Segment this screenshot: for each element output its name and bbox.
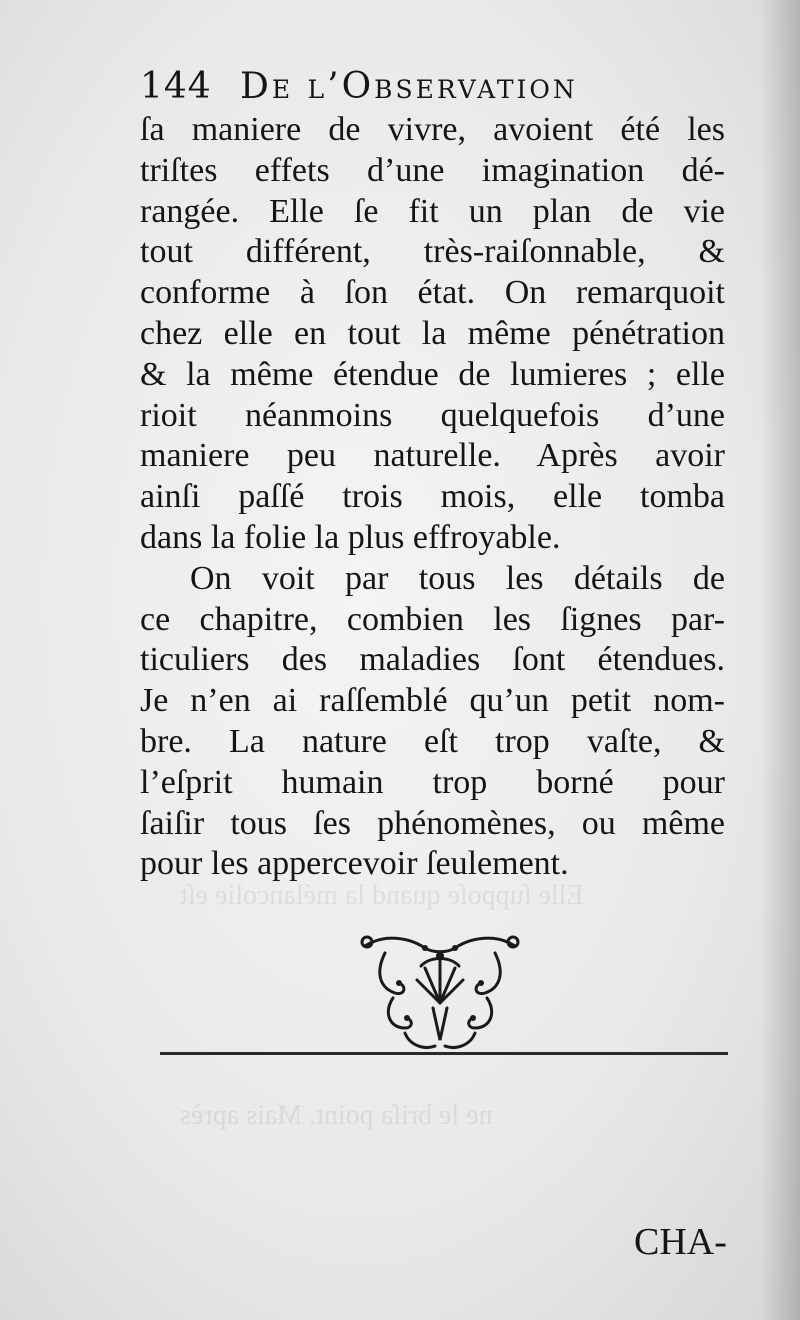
fleuron-ornament-icon [355,928,525,1053]
text-line: bre. La nature eſt trop vaſte, & [140,722,725,760]
horizontal-rule [160,1052,728,1055]
text-line: pour les appercevoir ſeulement. [140,845,569,883]
catchword: CHA- [634,1221,727,1263]
text-line: dans la folie la plus effroyable. [140,518,561,556]
text-line: tout différent, très-raiſonnable, & [140,233,725,271]
show-through-text: Elle ſuppoſe quand la mélancolie eſt [180,880,584,911]
text-line: ſaiſir tous ſes phénomènes, ou même [140,804,725,842]
page-edge-shadow [760,0,800,1320]
page-number: 144 [140,66,212,107]
text-line: conforme à ſon état. On remarquoit [140,274,725,312]
text-line: ticuliers des maladies ſont étendues. [140,641,725,679]
text-line: l’eſprit humain trop borné pour [140,763,725,801]
text-line: chez elle en tout la même pénétration [140,314,725,352]
text-line: Je n’en ai raſſemblé qu’un petit nom- [140,682,725,720]
running-header [140,66,740,116]
text-line: & la même étendue de lumieres ; elle [140,355,725,393]
text-line: ainſi paſſé trois mois, elle tomba [140,478,725,516]
body-text [140,110,725,885]
text-line: triſtes effets d’une imagination dé- [140,151,725,189]
text-line: maniere peu naturelle. Après avoir [140,437,725,475]
running-title: De l’Observation [240,66,578,107]
text-line: On voit par tous les détails de [190,559,725,597]
text-line: ſa maniere de vivre, avoient été les [140,111,725,148]
text-line: rioit néanmoins quelquefois d’une [140,396,725,434]
text-line: ce chapitre, combien les ſignes par- [140,600,725,638]
show-through-text: ne le briſa point. Mais après [180,1100,493,1131]
text-line: rangée. Elle ſe fit un plan de vie [140,192,725,230]
